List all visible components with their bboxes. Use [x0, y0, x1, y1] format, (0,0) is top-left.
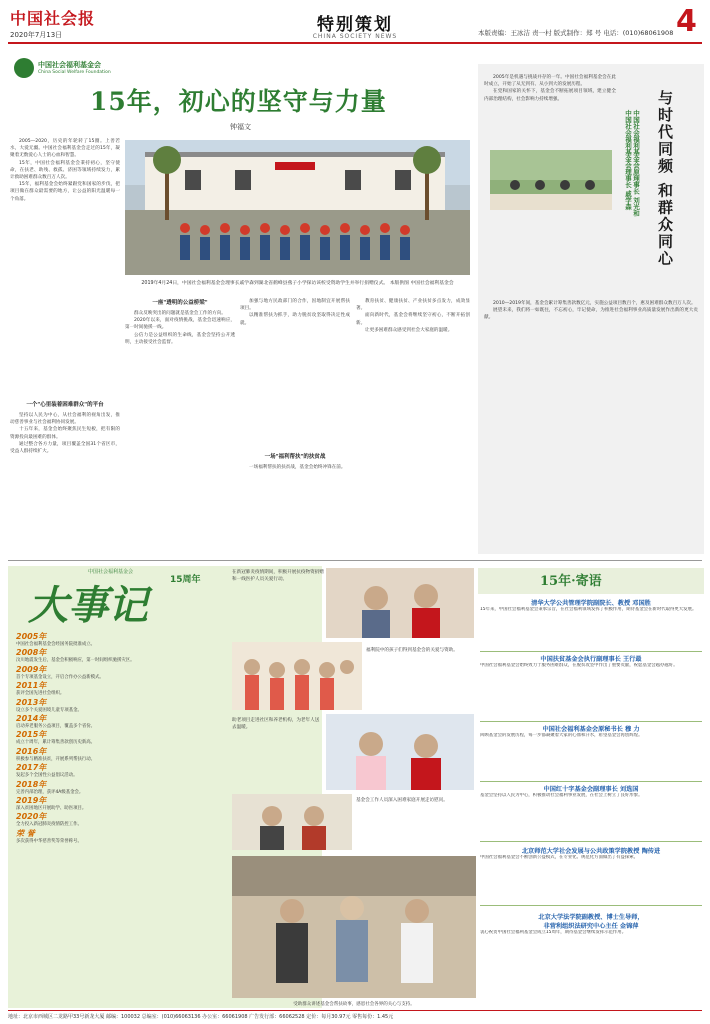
- subhead: 一场"福利帮扶"的扶贫战: [264, 454, 326, 460]
- testimonial: [480, 654, 702, 722]
- body-paragraph: 面向新时代，基金会将继续坚守初心，不断开拓创新。: [356, 313, 470, 326]
- foundation-logo-icon: [14, 58, 34, 78]
- lead-column: [10, 138, 120, 398]
- timeline-text: 设立多个关爱困境儿童专项基金。: [16, 707, 82, 713]
- body-paragraph: 十五年来，基金会始终聚焦民生短板，把有限的资源投向最困难的群体。: [10, 427, 120, 440]
- timeline-text: 全力投入新冠肺炎疫情防控工作。: [16, 822, 82, 828]
- body-paragraph: 让更多困难群众感受到社会大家庭的温暖。: [365, 327, 453, 333]
- testimonial-author: 清华大学公共管理学院副院长、教授 邓国胜: [531, 600, 651, 607]
- timeline-year: 2005年: [16, 632, 47, 641]
- testimonial-divider: [480, 651, 702, 652]
- timeline-text: 启动养老服务公益项目，覆盖多个省份。: [16, 724, 96, 730]
- testimonial-author: 北京大学法学院副教授、博士生导师， 非营利组织法研究中心主任 金锦萍: [538, 914, 644, 930]
- editor-credits: 本版责编：王冰洁 责一村 版式制作：郑 号 电话：(010)68061908: [478, 29, 674, 37]
- collage-photo-visit: [232, 794, 352, 850]
- newspaper-logo: 中国社会报: [10, 9, 96, 28]
- side-photo: [490, 150, 612, 210]
- group-photo-illustration: [125, 140, 470, 275]
- foundation-name-en: China Social Welfare Foundation: [38, 70, 111, 75]
- timeline-year: 荣 誉: [16, 828, 35, 838]
- meeting-photo-illustration: [490, 150, 612, 210]
- body-paragraph: 加强与地方民政部门的合作，因地制宜开展帮扶项目。: [240, 299, 350, 312]
- timeline-year: 2019年: [16, 796, 47, 806]
- side-paragraph: 2010—2019年间，基金会累计筹集善款数亿元，实施公益项目数百个，惠及困难群众数百万人次。: [493, 301, 696, 306]
- lead-paragraph: 15年，福利基金会始终紧跟党和国家的步伐，把项目做在群众最需要的地方，让公益的阳光温暖每一个角落。: [10, 182, 120, 202]
- body-paragraph: 群众反映突出的问题就是基金会工作的方向。: [134, 311, 226, 316]
- timeline-text: 获评全国先进社会组织。: [16, 691, 65, 697]
- side-paragraph: 2005年是机遇与挑战并存的一年。中国社会福利基金会在此时成立，开始了从无到有、从小到大的发展历程。: [484, 75, 616, 88]
- timeline-year: 2016年: [16, 746, 47, 756]
- testimonial-divider: [480, 841, 702, 842]
- main-photo-caption: [125, 280, 470, 287]
- side-paragraph: 展望未来，我们将一如既往，不忘初心，牢记使命，为推进社会福利事业高质量发展作出新的更大贡献。: [484, 308, 698, 321]
- body-column: [356, 298, 470, 554]
- main-photo: [125, 140, 470, 275]
- issue-date: 2020年7月13日: [10, 31, 63, 39]
- caption-text: 2019年4月24日，中国社会福利基金会理事长戚学森到湖北省鹤峰县燕子小学探访该校受资助学生并举行捐赠仪式。: [141, 281, 389, 286]
- timeline-text: 完善内部治理，获评4A级基金会。: [16, 789, 84, 795]
- events-foundation-label: 中国社会福利基金会: [88, 569, 134, 575]
- side-article-author: 中国社会福利基金会原理事长 刘光和 中国社会福利基金会理事长 戚学森: [624, 110, 640, 217]
- body-paragraph: 2020年以来，面对疫情挑战，基金会迅速响应，第一时间驰援一线。: [125, 318, 235, 331]
- children-photo-illustration: [232, 642, 362, 710]
- side-article-title: 与时代同频 和群众同心: [656, 90, 674, 268]
- foundation-name: 中国社会福利基金会: [38, 61, 101, 69]
- side-paragraph: 在党和国家的关怀下，基金会不断拓展项目领域，建立健全内部治理结构，社会影响力持续增强。: [484, 89, 616, 102]
- timeline-year: 2014年: [16, 714, 47, 724]
- body-column: [240, 298, 350, 448]
- testimonial-author: 中国扶贫基金会执行副理事长 王行最: [540, 656, 642, 663]
- elderly-care-illustration: [326, 714, 474, 790]
- timeline-text: 积极参与精准扶贫，开展系列帮扶行动。: [16, 756, 96, 762]
- timeline-entry: [16, 763, 316, 779]
- timeline-year: 2015年: [16, 730, 47, 740]
- family-photo-illustration: [232, 856, 476, 998]
- top-rule: [8, 42, 702, 44]
- timeline-entry: [16, 730, 316, 746]
- footer-rule: [8, 1010, 702, 1011]
- testimonial-text: 基金会坚持以人民为中心，积极推动社会福利事业发展，在社会上树立了良好形象。: [480, 793, 643, 798]
- timeline-text: 汶川地震发生后，基金会积极响应，第一时间组织驰援灾区。: [16, 658, 135, 664]
- collage-photo-children: [232, 642, 362, 710]
- testimonial-author: 中国红十字基金会副理事长 刘选国: [543, 786, 639, 793]
- body-paragraph: 一场福利帮扶的扶贫战，基金会始终冲锋在前。: [249, 465, 346, 470]
- visit-photo-illustration: [232, 794, 352, 850]
- section-title-en: CHINA SOCIETY NEWS: [312, 33, 398, 40]
- testimonial-author: 中国社会福利基金会原秘书长 穆 力: [542, 726, 640, 733]
- sayings-title: 15年·寄语: [540, 574, 602, 589]
- body-column: [125, 310, 235, 555]
- timeline-year: 2011年: [16, 681, 47, 691]
- testimonial: [480, 912, 702, 1000]
- timeline-year: 2008年: [16, 648, 47, 658]
- anniversary-badge: 15周年: [170, 575, 201, 585]
- collage-caption: 基金会工作人员深入困难家庭开展走访慰问。: [356, 798, 448, 803]
- testimonial: [480, 598, 702, 652]
- timeline-text: 中国社会福利基金会经国务院批准成立。: [16, 642, 96, 647]
- timeline-year: 2020年: [16, 812, 47, 822]
- photo-credit: 本版供图 中国社会福利基金会: [389, 281, 454, 286]
- collage-caption: 助老项目走进社区和养老机构，为老年人送去温暖。: [232, 718, 320, 730]
- testimonial: [480, 846, 702, 906]
- events-title: 大事记: [28, 582, 148, 629]
- article-byline: 钟福文: [230, 123, 251, 131]
- lead-paragraph: 15年，中国社会福利基金会秉持初心，坚守使命，在扶老、助残、救孤、济困等领域持续发力，累计救助困难群众数百万人次。: [10, 160, 120, 181]
- body-paragraph: 教育扶贫、健康扶贫、产业扶贫多点发力，成效显著。: [356, 299, 470, 312]
- body-paragraph: 坚持以人民为中心，从社会福利的视角出发，推动慈善事业与社会福利协同发展。: [10, 413, 120, 426]
- collage-caption: 福利院中的孩子们得到基金会的关爱与资助。: [366, 648, 458, 653]
- testimonial-text: 回顾基金会的发展历程，每一步都凝聚着大家的心血和汗水，希望基金会再创辉煌。: [480, 733, 643, 738]
- timeline-year: 2013年: [16, 697, 47, 707]
- testimonial-text: 中国社会福利基金会不断创新公益模式，在专业化、规范化方面做出了有益探索。: [480, 855, 639, 860]
- timeline-text: 成立十周年，累计筹集善款创历史新高。: [16, 740, 96, 746]
- timeline-text: 深入贫困地区开展助学、助医项目。: [16, 806, 87, 812]
- body-paragraph: 通过整合各方力量，项目覆盖全国31个省区市，受益人群持续扩大。: [10, 441, 120, 455]
- timeline-entry: [16, 747, 316, 763]
- timeline-year: 2017年: [16, 763, 47, 773]
- section-title: 特别策划: [317, 15, 393, 35]
- collage-photo-family: [232, 856, 476, 998]
- collage-caption: 在新冠肺炎疫情期间，积极开展抗疫物资捐赠和一线医护人员关爱行动。: [232, 570, 324, 582]
- timeline-year: 2018年: [16, 779, 47, 789]
- collage-bottom-caption: 受助群众讲述基金会帮扶故事，感恩社会各界的关心与支持。: [293, 1002, 415, 1007]
- testimonial-divider: [480, 905, 702, 906]
- subhead: 一个"心里装着困难群众"的平台: [26, 402, 104, 408]
- testimonial-author: 北京师范大学社会发展与公共政策学院教授 陶传进: [521, 848, 661, 855]
- timeline-text: 发起多个全国性公益倡议活动。: [16, 773, 78, 779]
- testimonial-text: 衷心祝贺中国社会福利基金会成立15周年，期待基金会继续发挥示范作用。: [480, 930, 627, 935]
- collage-photo-elderly-care: [326, 714, 474, 790]
- body-paragraph: 公信力是公益组织的生命线，基金会坚持公开透明，主动接受社会监督。: [125, 332, 235, 345]
- body-column: [240, 464, 350, 554]
- testimonial: [480, 724, 702, 782]
- collage-photo-elder: [326, 568, 474, 638]
- timeline-text: 首个专项基金设立，开启合作办公益新模式。: [16, 674, 104, 680]
- testimonial-text: 15年来，中国社会福利基金会秉承宗旨，在社会福利领域发挥了积极作用，期待基金会在新时代取得更大发展。: [480, 607, 697, 612]
- testimonial-text: 中国社会福利基金会始终致力于服务困难群众，在脱贫攻坚中作出了重要贡献，祝愿基金会越办越好。: [480, 663, 678, 668]
- subhead: 一座"透明的公益桥梁": [152, 300, 208, 306]
- page-number: 4: [676, 4, 697, 39]
- testimonial: [480, 784, 702, 842]
- elder-photo-illustration: [326, 568, 474, 638]
- testimonial-divider: [480, 721, 702, 722]
- side-article-text: [484, 300, 698, 550]
- timeline-text: 多次获得中华慈善奖等荣誉称号。: [16, 838, 82, 844]
- lead-paragraph: 2005—2020，历史的年轮转了15圈。上善若水，大爱无疆。中国社会福利基金会走过的15年，凝聚着无数爱心人士的心血和智慧。: [10, 139, 120, 159]
- section-divider: [8, 560, 702, 561]
- article-headline: 15年，初心的坚守与力量: [90, 87, 387, 116]
- footer-info: 地址：北京市西城区二龙路甲33号新龙大厦 邮编：100032 总编室：(010)66063136 办公室：66061908 广告发行部：66062528 定价：每月30.97元 零售每份：1.45元: [8, 1014, 394, 1020]
- timeline-year: 2009年: [16, 664, 47, 674]
- body-column: [10, 412, 120, 552]
- body-paragraph: 以精准帮扶为抓手，助力脱贫攻坚取得决定性成就。: [240, 313, 350, 326]
- testimonial-divider: [480, 781, 702, 782]
